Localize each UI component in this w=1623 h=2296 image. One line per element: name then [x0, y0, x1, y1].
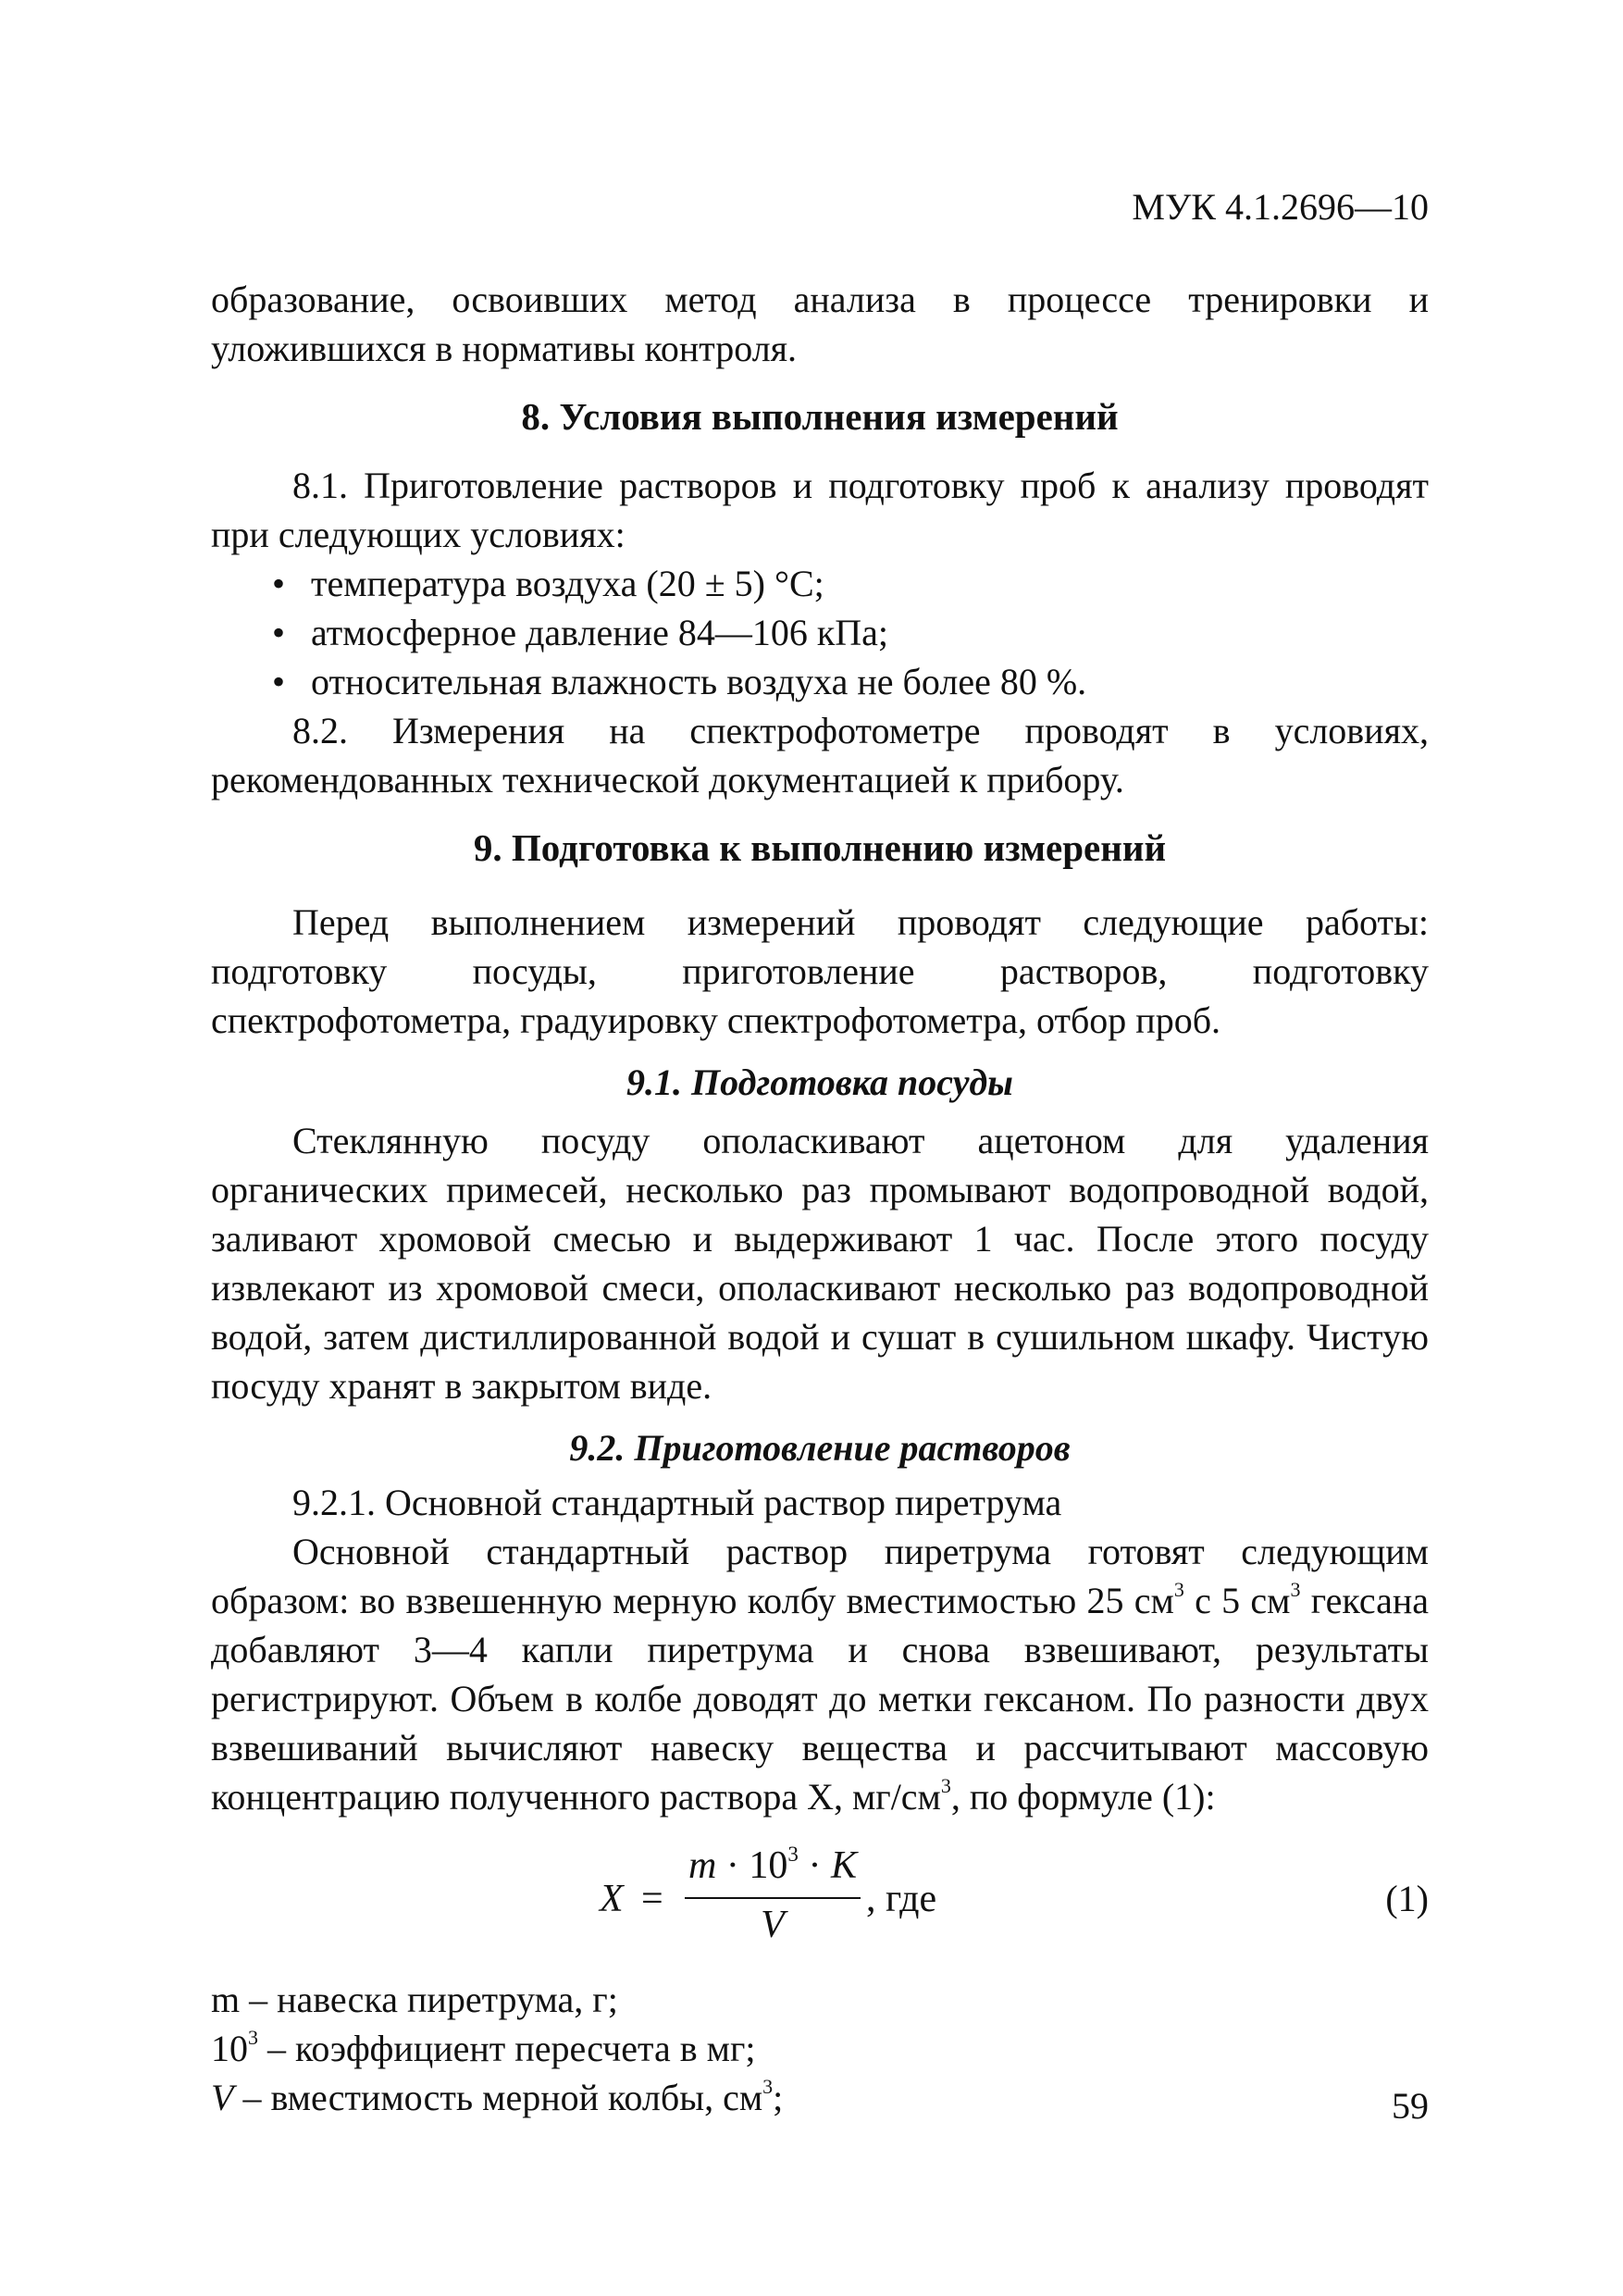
- formula-where: , где: [866, 1878, 937, 1920]
- formula-m: m: [688, 1844, 717, 1887]
- document-code-header: МУК 4.1.2696—10: [1132, 186, 1429, 228]
- formula-k: K: [830, 1844, 857, 1887]
- formula-dot: ·: [716, 1844, 750, 1887]
- subsection-9-2-heading: 9.2. Приготовление растворов: [569, 1427, 1071, 1469]
- definitions-list: [211, 1975, 1429, 2122]
- text-run: гексана добавляют 3—4 капли пиретрума и снова взвешивают, результаты регистрируют. Объем в колбе доводят до метки гексаном. По разности двух взвешиваний вычисляют навеску вещества и рассчитывают массовую концентрацию полученного раствора Х, мг/см: [211, 1580, 1429, 1818]
- page-number: 59: [1392, 2085, 1429, 2127]
- text-run: Основной стандартный раствор пиретрума готовят следующим образом: во взвешенную мерную колбу вместимостью 25 см: [211, 1531, 1429, 1621]
- superscript: 3: [1173, 1578, 1184, 1602]
- subsection-9-2-paragraph: [211, 1527, 1429, 1821]
- superscript: 3: [762, 2075, 774, 2099]
- formula-block: [211, 1827, 1429, 1966]
- formula-ten: 10: [749, 1844, 788, 1887]
- formula-equals: =: [641, 1878, 663, 1920]
- section-8-heading: 8. Условия выполнения измерений: [521, 395, 1119, 438]
- bullet-icon: •: [272, 661, 286, 702]
- condition-text: относительная влажность воздуха не более 80 %.: [311, 661, 1087, 702]
- formula-denominator: V: [761, 1904, 785, 1946]
- text-run: ;: [773, 2077, 784, 2118]
- superscript: 3: [940, 1774, 951, 1798]
- intro-paragraph: образование, освоивших метод анализа в процессе тренировки и уложившихся в нормативы контроля.: [211, 279, 1429, 369]
- item-9-2-1-paragraph: 9.2.1. Основной стандартный раствор пиретрума: [292, 1482, 1062, 1523]
- formula-fraction: [685, 1843, 861, 1955]
- section-8-1-paragraph: 8.1. Приготовление растворов и подготовку проб к анализу проводят при следующих условиях:: [211, 465, 1429, 555]
- text-run: – вместимость мерной колбы, см: [233, 2077, 763, 2118]
- superscript: 3: [1290, 1578, 1301, 1602]
- section-8-2-paragraph: 8.2. Измерения на спектрофотометре проводят в условиях, рекомендованных технической документацией к прибору.: [211, 710, 1429, 800]
- text-run: 10: [211, 2028, 248, 2069]
- bullet-icon: •: [272, 563, 286, 604]
- text-run: , по формуле (1):: [950, 1776, 1216, 1818]
- definition-coefficient: [211, 2024, 1429, 2073]
- section-9-intro-paragraph: Перед выполнением измерений проводят следующие работы: подготовку посуды, приготовление растворов, подготовку спектрофотометра, градуировку спектрофотометра, отбор проб.: [211, 901, 1429, 1041]
- list-item: [266, 608, 1429, 657]
- formula-exponent: 3: [787, 1841, 799, 1866]
- superscript: 3: [248, 2026, 258, 2050]
- document-page: [211, 0, 1429, 2296]
- definition-m: m – навеска пиретрума, г;: [211, 1979, 618, 2020]
- condition-text: атмосферное давление 84—106 кПа;: [311, 612, 889, 653]
- conditions-list: [211, 559, 1429, 706]
- formula-lhs: X: [600, 1878, 624, 1920]
- list-item: [266, 559, 1429, 608]
- text-run: V: [211, 2077, 234, 2118]
- text-run: – коэффициент пересчета в мг;: [258, 2028, 756, 2069]
- text-run: с 5 см: [1183, 1580, 1291, 1621]
- bullet-icon: •: [272, 612, 286, 653]
- formula-dot: ·: [798, 1844, 831, 1887]
- list-item: [266, 657, 1429, 706]
- subsection-9-1-paragraph: Стеклянную посуду ополаскивают ацетоном для удаления органических примесей, несколько раз промывают водопроводной водой, заливают хромовой смесью и выдерживают 1 час. После этого посуду извлекают из хромовой смеси, ополаскивают несколько раз водопроводной водой, затем дистиллированной водой и сушат в сушильном шкафу. Чистую посуду хранят в закрытом виде.: [211, 1120, 1429, 1407]
- subsection-9-1-heading: 9.1. Подготовка посуды: [626, 1061, 1013, 1103]
- fraction-bar: [685, 1897, 861, 1899]
- condition-text: температура воздуха (20 ± 5) °С;: [311, 563, 824, 604]
- section-9-heading: 9. Подготовка к выполнению измерений: [473, 826, 1167, 869]
- formula-numerator: [685, 1843, 861, 1888]
- formula-number: (1): [1385, 1878, 1429, 1919]
- page-content: [211, 275, 1429, 2122]
- definition-volume: [211, 2073, 1429, 2122]
